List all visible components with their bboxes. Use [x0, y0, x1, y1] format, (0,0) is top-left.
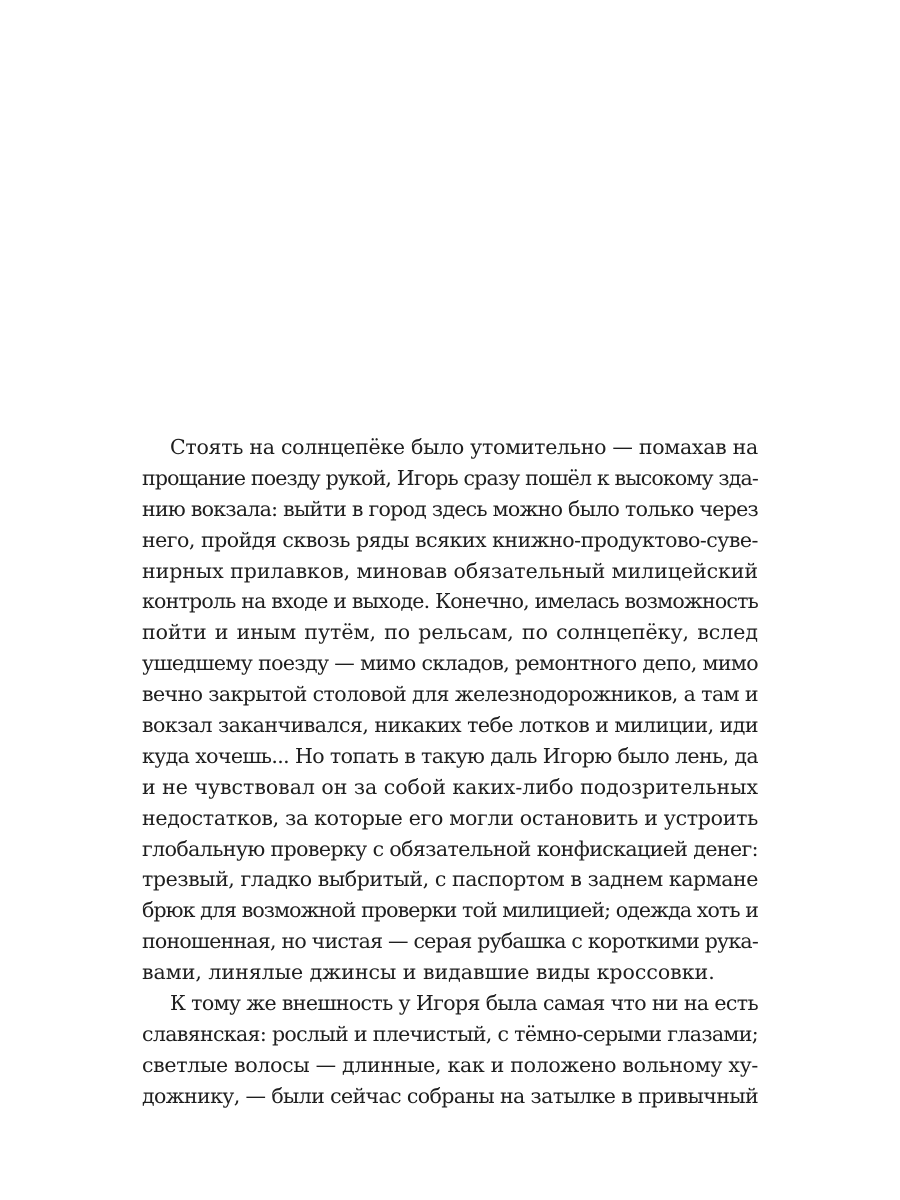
- text-line: пойти и иным путём, по рельсам, по солнцепёку, вслед: [142, 620, 758, 645]
- text-line: прощание поезду рукой, Игорь сразу пошёл к высокому зда-: [142, 465, 758, 490]
- text-line: него, пройдя сквозь ряды всяких книжно-продуктово-суве-: [142, 527, 758, 552]
- text-line: нию вокзала: выйти в город здесь можно было только через: [142, 496, 758, 521]
- text-line: глобальную проверку с обязательной конфискацией денег:: [142, 836, 758, 861]
- text-line: ушедшему поезду — мимо складов, ремонтного депо, мимо: [142, 651, 758, 676]
- text-line: брюк для возможной проверки той милицией; одежда хоть и: [142, 898, 758, 923]
- text-line: и не чувствовал он за собой каких-либо подозрительных: [142, 774, 758, 799]
- text-line: дожнику, — были сейчас собраны на затылке в привычный: [142, 1083, 758, 1108]
- text-line: светлые волосы — длинные, как и положено вольному ху-: [142, 1052, 758, 1077]
- text-line: контроль на входе и выходе. Конечно, имелась возможность: [142, 589, 758, 614]
- text-line: вокзал заканчивался, никаких тебе лотков и милиции, иди: [142, 713, 758, 738]
- text-line: вечно закрытой столовой для железнодорожников, а там и: [142, 682, 758, 707]
- text-line: недостатков, за которые его могли остановить и устроить: [142, 805, 758, 830]
- text-line: Стоять на солнцепёке было утомительно — помахав на: [170, 435, 758, 459]
- text-line: нирных прилавков, миновав обязательный милицейский: [142, 558, 758, 583]
- text-line: вами, линялые джинсы и видавшие виды кроссовки.: [142, 960, 715, 985]
- text-line: славянская: рослый и плечистый, с тёмно-серыми глазами;: [142, 1021, 758, 1046]
- text-line: трезвый, гладко выбритый, с паспортом в заднем кармане: [142, 867, 758, 892]
- text-line: поношенная, но чистая — серая рубашка с короткими рука-: [142, 929, 758, 954]
- body-text: [142, 432, 758, 1112]
- text-line: куда хочешь... Но топать в такую даль Игорю было лень, да: [142, 743, 758, 768]
- text-line: К тому же внешность у Игоря была самая что ни на есть: [170, 991, 758, 1016]
